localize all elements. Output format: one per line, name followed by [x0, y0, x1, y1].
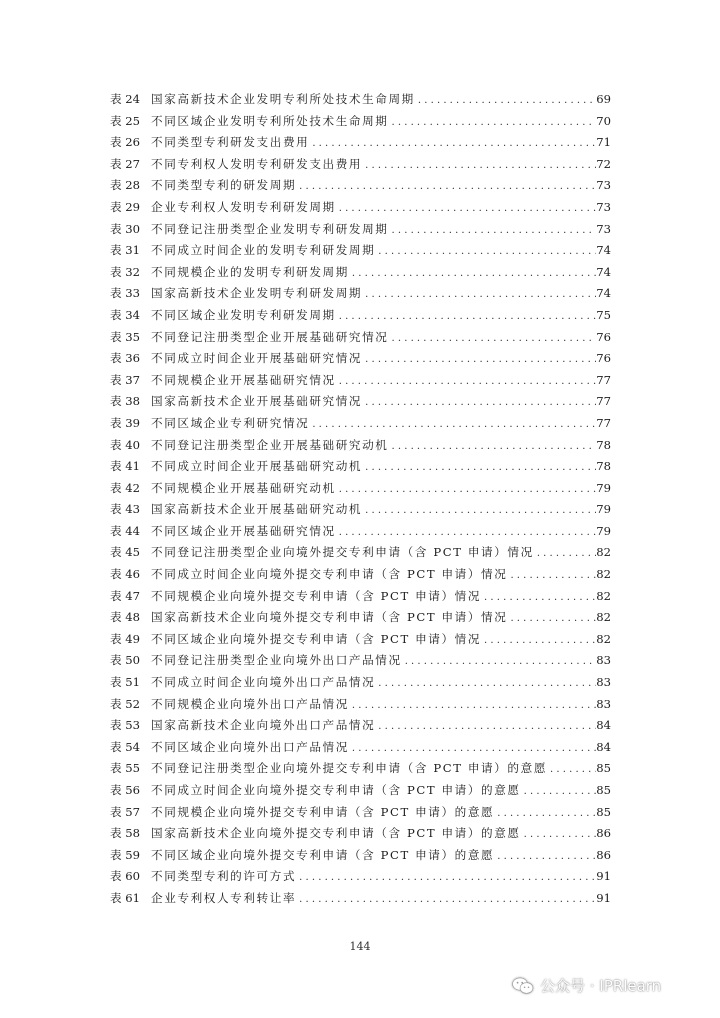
- toc-entry-number: 表 59: [110, 847, 141, 862]
- toc-entry-number: 表 50: [110, 653, 141, 668]
- toc-entry-title: 不同类型专利的研发周期: [151, 178, 297, 193]
- toc-entry-page: 85: [596, 783, 611, 797]
- toc-dot-leader: [507, 608, 596, 630]
- toc-entry-title: 不同区域企业发明专利研发周期: [151, 307, 336, 322]
- toc-entry: [110, 715, 611, 737]
- toc-entry: [110, 435, 611, 457]
- toc-entry-title: 不同规模企业的发明专利研发周期: [151, 264, 349, 279]
- toc-entry-number: 表 39: [110, 415, 141, 430]
- toc-entry: [110, 521, 611, 543]
- toc-entry-page: 78: [596, 437, 611, 452]
- toc-entry-number: 表 26: [110, 135, 141, 150]
- toc-entry-number: 表 25: [110, 113, 141, 128]
- toc-entry-page: 69: [596, 92, 611, 106]
- toc-entry-page: 82: [596, 610, 611, 625]
- toc-dot-leader: [349, 695, 596, 717]
- toc-entry-title: 国家高新技术企业向境外提交专利申请（含 PCT 申请）的意愿: [151, 826, 521, 841]
- toc-entry: [110, 866, 611, 888]
- toc-entry-title: 不同登记注册类型企业向境外提交专利申请（含 PCT 申请）情况: [151, 545, 534, 560]
- toc-entry-page: 79: [596, 480, 611, 495]
- toc-entry-number: 表 48: [110, 610, 141, 625]
- toc-entry-page: 79: [596, 523, 611, 538]
- toc-entry: [110, 845, 611, 867]
- toc-entry-number: 表 55: [110, 761, 141, 776]
- toc-entry-title: 不同规模企业开展基础研究动机: [151, 480, 336, 495]
- toc-dot-leader: [349, 738, 596, 760]
- toc-entry-number: 表 36: [110, 351, 141, 366]
- toc-entry-number: 表 42: [110, 480, 141, 495]
- toc-entry-title: 不同区域企业开展基础研究情况: [151, 523, 336, 538]
- toc-entry-title: 不同登记注册类型企业向境外出口产品情况: [151, 653, 402, 668]
- toc-entry: [110, 758, 611, 780]
- toc-dot-leader: [547, 759, 596, 781]
- toc-entry: [110, 823, 611, 845]
- toc-entry-title: 不同规模企业开展基础研究情况: [151, 372, 336, 387]
- toc-entry: [110, 283, 611, 305]
- toc-entry-page: 79: [596, 502, 611, 517]
- toc-entry: [110, 586, 611, 608]
- toc-entry-page: 77: [596, 394, 611, 409]
- toc-entry: [110, 197, 611, 219]
- toc-entry-title: 不同成立时间企业开展基础研究情况: [151, 351, 363, 366]
- toc-entry-page: 73: [596, 221, 611, 236]
- toc-entry-page: 82: [596, 545, 611, 560]
- toc-dot-leader: [336, 371, 597, 393]
- toc-entry-number: 表 61: [110, 890, 141, 905]
- account-watermark: [512, 975, 661, 996]
- toc-entry-number: 表 32: [110, 264, 141, 279]
- toc-entry-title: 国家高新技术企业向境外出口产品情况: [151, 718, 376, 733]
- toc-entry: [110, 499, 611, 521]
- toc-dot-leader: [296, 889, 596, 911]
- toc-dot-leader: [481, 630, 596, 652]
- toc-entry-page: 77: [596, 415, 611, 430]
- toc-entry-page: 76: [596, 329, 611, 344]
- toc-dot-leader: [415, 90, 596, 112]
- toc-entry: [110, 370, 611, 392]
- toc-entry-page: 73: [596, 178, 611, 193]
- toc-dot-leader: [389, 436, 597, 458]
- toc-entry-number: 表 51: [110, 675, 141, 690]
- page-number: 144: [349, 940, 371, 953]
- toc-entry: [110, 456, 611, 478]
- toc-entry-page: 82: [596, 588, 611, 603]
- toc-entry-title: 不同登记注册类型企业发明专利研发周期: [151, 221, 389, 236]
- toc-entry-title: 不同成立时间企业的发明专利研发周期: [151, 243, 376, 258]
- toc-dot-leader: [494, 846, 596, 868]
- toc-dot-leader: [389, 328, 597, 350]
- toc-dot-leader: [336, 198, 597, 220]
- toc-entry-page: 74: [596, 264, 611, 279]
- toc-entry-number: 表 40: [110, 437, 141, 452]
- toc-entry-title: 不同成立时间企业向境外出口产品情况: [151, 675, 376, 690]
- toc-entry-title: 不同成立时间企业向境外提交专利申请（含 PCT 申请）情况: [151, 567, 508, 582]
- toc-entry-page: 70: [596, 113, 611, 128]
- toc-entry: [110, 672, 611, 694]
- toc-dot-leader: [494, 803, 596, 825]
- toc-entry: [110, 175, 611, 197]
- toc-entry: [110, 564, 611, 586]
- toc-dot-leader: [362, 349, 596, 371]
- toc-entry-page: 83: [596, 696, 611, 711]
- toc-entry: [110, 391, 611, 413]
- toc-entry: [110, 478, 611, 500]
- toc-dot-leader: [402, 651, 597, 673]
- toc-entry: [110, 132, 611, 154]
- toc-entry-number: 表 31: [110, 243, 141, 258]
- toc-entry-page: 78: [596, 459, 611, 474]
- toc-entry-page: 73: [596, 199, 611, 214]
- toc-entry-page: 86: [596, 847, 611, 862]
- toc-entry: [110, 413, 611, 435]
- toc-entry: [110, 154, 611, 176]
- toc-entry: [110, 327, 611, 349]
- toc-entry-title: 企业专利权人发明专利研发周期: [151, 199, 336, 214]
- toc-dot-leader: [336, 479, 597, 501]
- toc-entry-number: 表 35: [110, 329, 141, 344]
- toc-entry-number: 表 44: [110, 523, 141, 538]
- toc-entry-title: 国家高新技术企业发明专利所处技术生命周期: [151, 92, 415, 106]
- toc-dot-leader: [336, 306, 597, 328]
- toc-entry-page: 83: [596, 653, 611, 668]
- toc-entry: [110, 694, 611, 716]
- toc-entry: [110, 888, 611, 910]
- toc-entry-page: 83: [596, 675, 611, 690]
- toc-entry-number: 表 53: [110, 718, 141, 733]
- toc-dot-leader: [507, 565, 596, 587]
- toc-entry-number: 表 54: [110, 739, 141, 754]
- toc-entry: [110, 629, 611, 651]
- toc-entry-number: 表 24: [110, 92, 141, 106]
- toc-entry-title: 国家高新技术企业开展基础研究情况: [151, 394, 363, 409]
- toc-entry: [110, 802, 611, 824]
- table-of-contents: [110, 89, 611, 910]
- toc-dot-leader: [309, 414, 596, 436]
- toc-dot-leader: [296, 176, 596, 198]
- toc-entry-number: 表 43: [110, 502, 141, 517]
- toc-entry-number: 表 52: [110, 696, 141, 711]
- toc-entry-title: 不同类型专利研发支出费用: [151, 135, 310, 150]
- toc-entry: [110, 89, 611, 111]
- toc-entry-title: 不同成立时间企业向境外提交专利申请（含 PCT 申请）的意愿: [151, 783, 521, 797]
- toc-entry-page: 85: [596, 761, 611, 776]
- toc-entry-title: 不同成立时间企业开展基础研究动机: [151, 459, 363, 474]
- toc-entry-number: 表 56: [110, 783, 141, 797]
- toc-entry-number: 表 49: [110, 631, 141, 646]
- toc-entry-number: 表 37: [110, 372, 141, 387]
- toc-entry: [110, 348, 611, 370]
- toc-entry-title: 国家高新技术企业向境外提交专利申请（含 PCT 申请）情况: [151, 610, 508, 625]
- toc-entry-title: 不同专利权人发明专利研发支出费用: [151, 156, 363, 171]
- toc-entry-page: 91: [596, 869, 611, 884]
- toc-entry-title: 不同规模企业向境外出口产品情况: [151, 696, 349, 711]
- toc-dot-leader: [362, 392, 596, 414]
- toc-dot-leader: [375, 673, 596, 695]
- toc-dot-leader: [389, 112, 597, 134]
- toc-entry-page: 75: [596, 307, 611, 322]
- toc-entry-page: 74: [596, 286, 611, 301]
- toc-entry-number: 表 60: [110, 869, 141, 884]
- toc-entry-page: 91: [596, 890, 611, 905]
- toc-dot-leader: [296, 867, 596, 889]
- toc-entry-title: 国家高新技术企业发明专利研发周期: [151, 286, 363, 301]
- toc-entry-title: 企业专利权人专利转让率: [151, 890, 297, 905]
- toc-entry-page: 84: [596, 718, 611, 733]
- toc-dot-leader: [389, 220, 597, 242]
- toc-entry-number: 表 47: [110, 588, 141, 603]
- toc-entry-page: 77: [596, 372, 611, 387]
- toc-entry-title: 不同区域企业向境外提交专利申请（含 PCT 申请）的意愿: [151, 847, 495, 862]
- toc-entry: [110, 262, 611, 284]
- toc-entry-page: 84: [596, 739, 611, 754]
- toc-entry-page: 86: [596, 826, 611, 841]
- toc-entry: [110, 607, 611, 629]
- toc-dot-leader: [309, 133, 596, 155]
- toc-entry-number: 表 33: [110, 286, 141, 301]
- toc-entry-title: 不同登记注册类型企业向境外提交专利申请（含 PCT 申请）的意愿: [151, 761, 548, 776]
- toc-entry-number: 表 34: [110, 307, 141, 322]
- toc-entry-number: 表 27: [110, 156, 141, 171]
- toc-dot-leader: [362, 457, 596, 479]
- toc-entry-number: 表 45: [110, 545, 141, 560]
- toc-entry: [110, 737, 611, 759]
- toc-entry-number: 表 28: [110, 178, 141, 193]
- toc-entry-page: 76: [596, 351, 611, 366]
- toc-entry-number: 表 57: [110, 804, 141, 819]
- toc-dot-leader: [375, 241, 596, 263]
- toc-entry-title: 不同登记注册类型企业开展基础研究情况: [151, 329, 389, 344]
- toc-entry-title: 不同区域企业向境外出口产品情况: [151, 739, 349, 754]
- toc-entry-number: 表 41: [110, 459, 141, 474]
- toc-entry-number: 表 58: [110, 826, 141, 841]
- toc-entry-title: 国家高新技术企业开展基础研究动机: [151, 502, 363, 517]
- watermark-text: 公众号 · IPRlearn: [540, 977, 662, 995]
- toc-dot-leader: [521, 824, 597, 846]
- toc-dot-leader: [481, 587, 596, 609]
- toc-entry-page: 82: [596, 567, 611, 582]
- toc-entry: [110, 542, 611, 564]
- toc-entry: [110, 780, 611, 802]
- toc-dot-leader: [362, 284, 596, 306]
- toc-entry: [110, 650, 611, 672]
- wechat-icon: [512, 977, 534, 995]
- toc-entry-number: 表 38: [110, 394, 141, 409]
- toc-entry-page: 82: [596, 631, 611, 646]
- toc-entry-title: 不同登记注册类型企业开展基础研究动机: [151, 437, 389, 452]
- toc-entry-title: 不同区域企业向境外提交专利申请（含 PCT 申请）情况: [151, 631, 482, 646]
- toc-entry: [110, 219, 611, 241]
- toc-entry-title: 不同规模企业向境外提交专利申请（含 PCT 申请）的意愿: [151, 804, 495, 819]
- toc-entry-number: 表 46: [110, 567, 141, 582]
- toc-entry-number: 表 29: [110, 199, 141, 214]
- toc-dot-leader: [349, 263, 596, 285]
- toc-entry-page: 74: [596, 243, 611, 258]
- toc-dot-leader: [534, 543, 596, 565]
- toc-entry-title: 不同类型专利的许可方式: [151, 869, 297, 884]
- toc-entry-page: 85: [596, 804, 611, 819]
- toc-entry: [110, 111, 611, 133]
- toc-entry-title: 不同区域企业专利研究情况: [151, 415, 310, 430]
- toc-entry-number: 表 30: [110, 221, 141, 236]
- toc-entry-title: 不同区域企业发明专利所处技术生命周期: [151, 113, 389, 128]
- toc-dot-leader: [521, 781, 597, 803]
- toc-entry: [110, 240, 611, 262]
- toc-entry: [110, 305, 611, 327]
- toc-entry-title: 不同规模企业向境外提交专利申请（含 PCT 申请）情况: [151, 588, 482, 603]
- toc-entry-page: 71: [596, 135, 611, 150]
- toc-dot-leader: [336, 522, 597, 544]
- toc-dot-leader: [362, 155, 596, 177]
- toc-dot-leader: [362, 500, 596, 522]
- toc-entry-page: 72: [596, 156, 611, 171]
- toc-dot-leader: [375, 716, 596, 738]
